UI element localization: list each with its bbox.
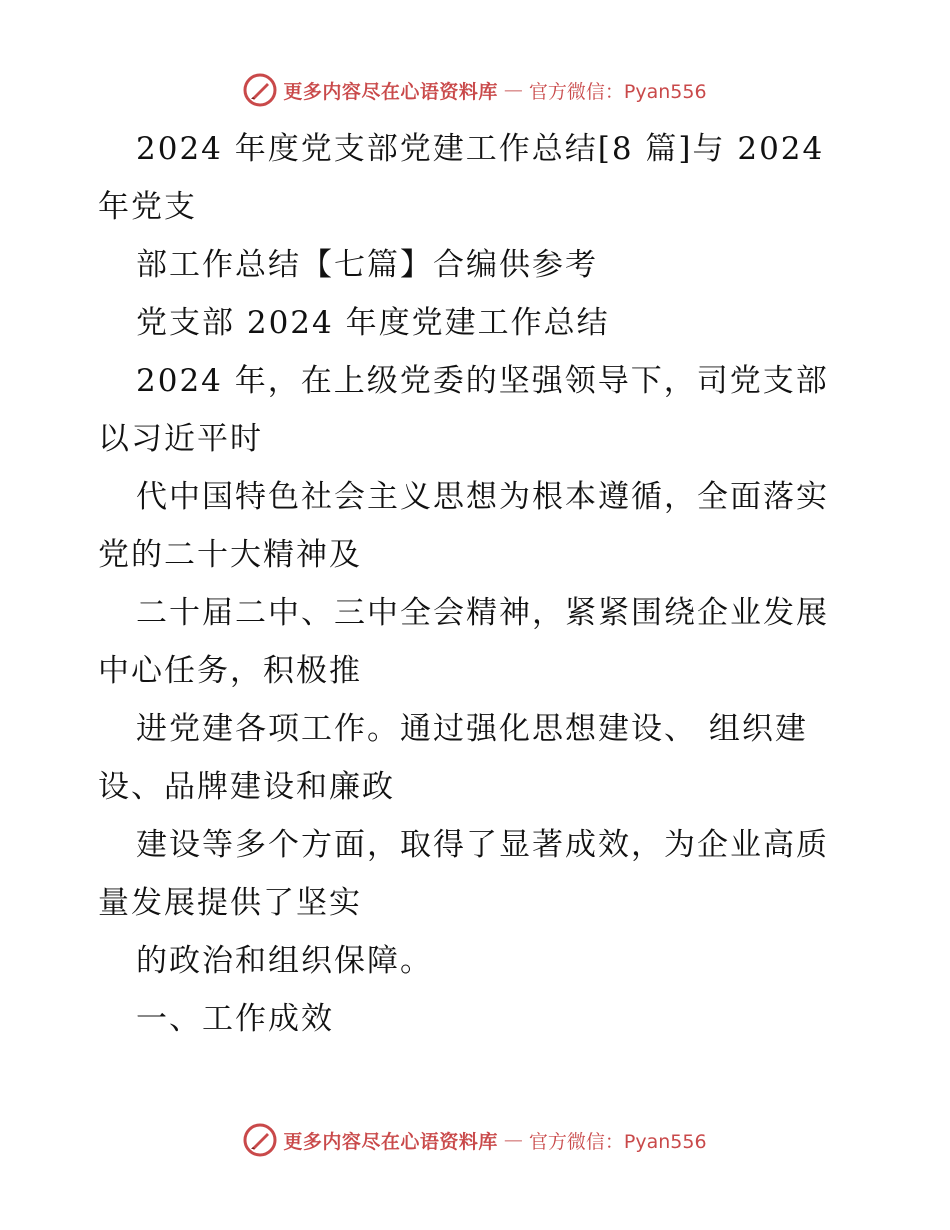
document-paragraph: 建设等多个方面，取得了显著成效，为企业高质量发展提供了坚实	[98, 827, 829, 921]
banner-wechat-text: 官方微信：Pyan556	[528, 80, 707, 103]
document-paragraph: 二十届二中、三中全会精神，紧紧围绕企业发展中心任务，积极推	[98, 595, 829, 689]
document-paragraph: 进党建各项工作。通过强化思想建设、 组织建设、品牌建设和廉政	[98, 711, 808, 805]
document-title-line: 部工作总结【七篇】合编供参考	[136, 247, 598, 283]
banner-separator: —	[503, 1129, 523, 1151]
header-watermark-banner	[0, 70, 950, 110]
quill-logo-icon	[243, 1123, 277, 1157]
document-paragraph: 2024 年，在上级党委的坚强领导下，司党支部以习近平时	[98, 363, 829, 457]
banner-separator: —	[503, 79, 523, 101]
document-body	[98, 120, 858, 1048]
banner-site-text: 更多内容尽在心语资料库	[283, 1130, 498, 1153]
document-paragraph: 的政治和组织保障。	[136, 943, 433, 979]
banner-site-text: 更多内容尽在心语资料库	[283, 80, 498, 103]
document-heading: 党支部 2024 年度党建工作总结	[136, 305, 610, 341]
document-section-heading: 一、工作成效	[136, 1001, 334, 1037]
quill-logo-icon	[243, 73, 277, 107]
document-title-line: 2024 年度党支部党建工作总结[8 篇]与 2024 年党支	[98, 131, 825, 225]
document-paragraph: 代中国特色社会主义思想为根本遵循，全面落实党的二十大精神及	[98, 479, 829, 573]
footer-watermark-banner	[0, 1120, 950, 1160]
banner-wechat-text: 官方微信：Pyan556	[528, 1130, 707, 1153]
